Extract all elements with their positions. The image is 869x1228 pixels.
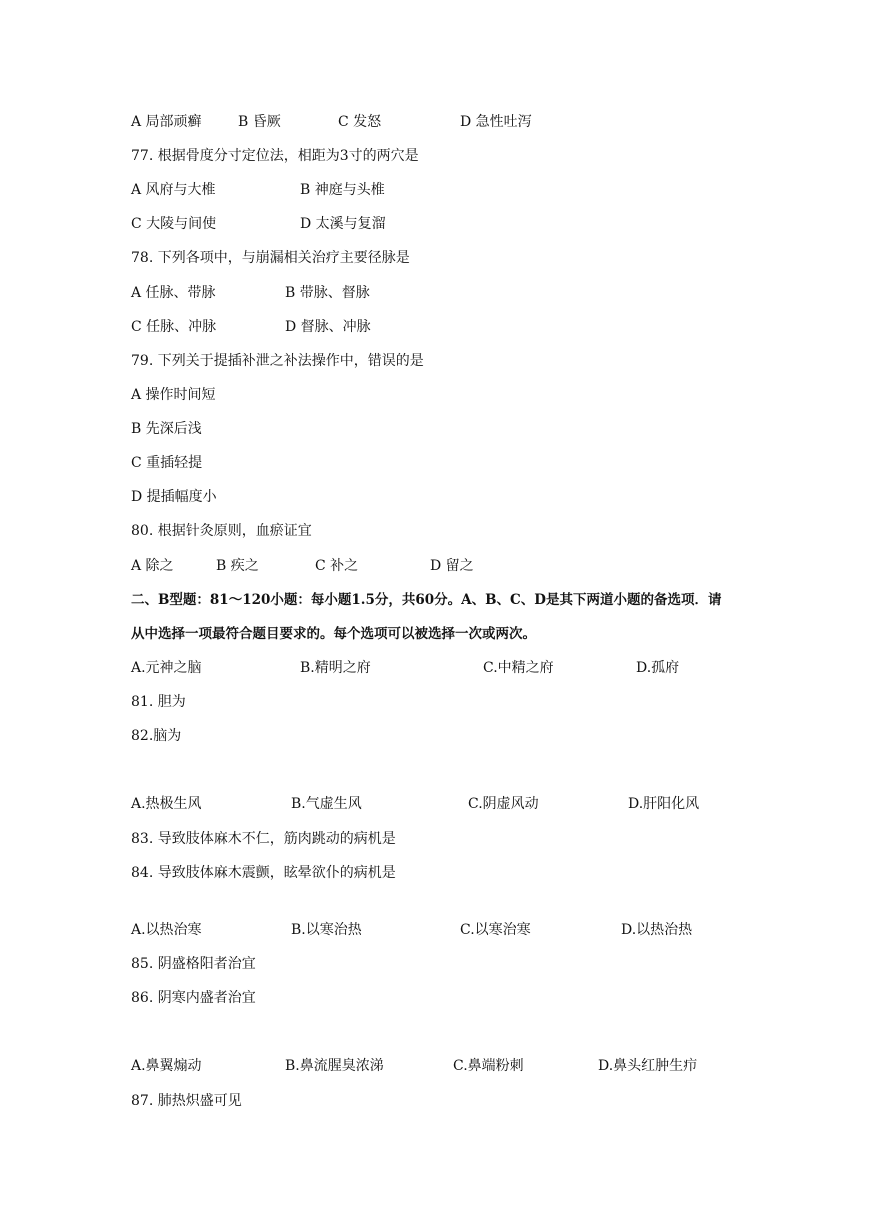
q78-option-b: B 带脉、督脉 [285, 285, 370, 301]
group3-option-c: C.以寒治寒 [460, 922, 531, 938]
group1-option-d: D.孤府 [636, 660, 680, 676]
q78-option-a: A 任脉、带脉 [131, 285, 216, 301]
group4-option-c: C.鼻端粉刺 [453, 1058, 524, 1074]
q87-stem: 87. 肺热炽盛可见 [131, 1093, 242, 1109]
q80-option-b: B 疾之 [216, 558, 259, 574]
q76-option-d: D 急性吐泻 [460, 114, 532, 130]
group3-option-a: A.以热治寒 [131, 922, 202, 938]
q79-option-c: C 重插轻提 [131, 455, 203, 471]
q83-stem: 83. 导致肢体麻木不仁，筋肉跳动的病机是 [131, 831, 396, 847]
section2-heading-line2: 从中选择一项最符合题目要求的。每个选项可以被选择一次或两次。 [131, 626, 536, 642]
q86-stem: 86. 阴寒内盛者治宜 [131, 990, 256, 1006]
group2-option-c: C.阴虚风动 [468, 796, 539, 812]
group3-option-b: B.以寒治热 [291, 922, 362, 938]
q79-option-d: D 提插幅度小 [131, 489, 217, 505]
q80-option-d: D 留之 [430, 558, 474, 574]
group4-option-a: A.鼻翼煽动 [131, 1058, 202, 1074]
group2-option-d: D.肝阳化风 [628, 796, 700, 812]
q77-option-c: C 大陵与间使 [131, 216, 217, 232]
group2-option-b: B.气虚生风 [291, 796, 362, 812]
q80-option-a: A 除之 [131, 558, 174, 574]
q76-option-b: B 昏厥 [238, 114, 281, 130]
q78-option-d: D 督脉、冲脉 [285, 319, 371, 335]
section2-heading-line1: 二、B型题：81～120小题：每小题1.5分，共60分。A、B、C、D是其下两道小题的备选项．请 [131, 592, 722, 608]
group2-option-a: A.热极生风 [131, 796, 202, 812]
group1-option-a: A.元神之脑 [131, 660, 202, 676]
q78-stem: 78. 下列各项中，与崩漏相关治疗主要径脉是 [131, 250, 410, 266]
q84-stem: 84. 导致肢体麻木震颤，眩晕欲仆的病机是 [131, 865, 396, 881]
q80-stem: 80. 根据针灸原则，血瘀证宜 [131, 523, 312, 539]
q82-stem: 82.脑为 [131, 728, 182, 744]
group1-option-b: B.精明之府 [300, 660, 371, 676]
q76-option-c: C 发怒 [338, 114, 382, 130]
q79-option-b: B 先深后浅 [131, 421, 202, 437]
q85-stem: 85. 阴盛格阳者治宜 [131, 956, 256, 972]
q81-stem: 81. 胆为 [131, 694, 186, 710]
q77-option-a: A 风府与大椎 [131, 182, 216, 198]
group3-option-d: D.以热治热 [621, 922, 693, 938]
q79-option-a: A 操作时间短 [131, 387, 216, 403]
group4-option-b: B.鼻流腥臭浓涕 [285, 1058, 384, 1074]
group1-option-c: C.中精之府 [483, 660, 554, 676]
q77-option-b: B 神庭与头椎 [300, 182, 385, 198]
q76-option-a: A 局部顽癣 [131, 114, 202, 130]
q79-stem: 79. 下列关于提插补泄之补法操作中，错误的是 [131, 353, 424, 369]
q77-option-d: D 太溪与复溜 [300, 216, 386, 232]
q80-option-c: C 补之 [315, 558, 359, 574]
q77-stem: 77. 根据骨度分寸定位法，相距为3寸的两穴是 [131, 148, 419, 164]
q78-option-c: C 任脉、冲脉 [131, 319, 217, 335]
group4-option-d: D.鼻头红肿生疖 [598, 1058, 698, 1074]
